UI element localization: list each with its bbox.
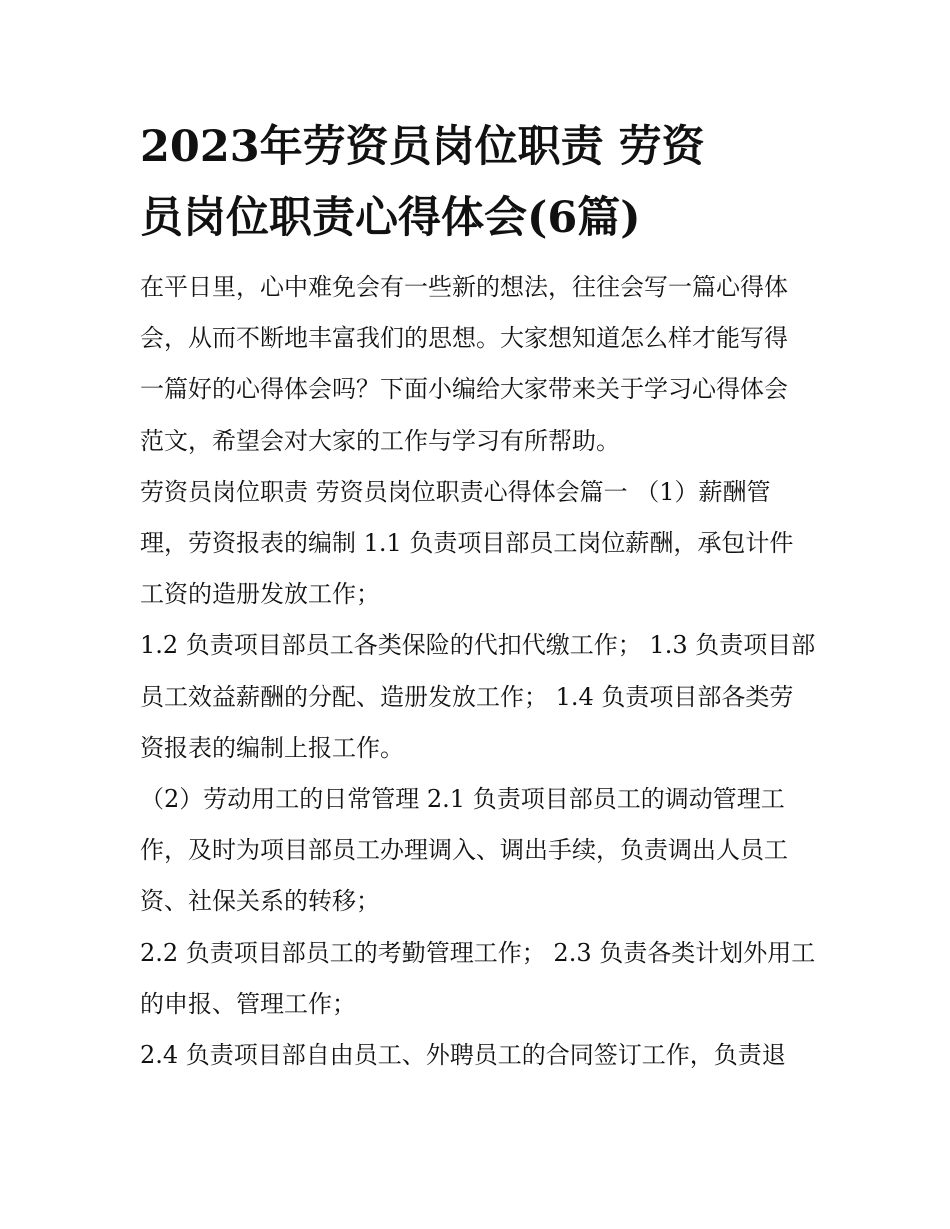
body-line: 资报表的编制上报工作。: [140, 733, 404, 762]
body-line: 一篇好的心得体会吗？下面小编给大家带来关于学习心得体会: [140, 375, 788, 404]
body-line: 会，从而不断地丰富我们的思想。大家想知道怎么样才能写得: [140, 324, 788, 353]
title-line: 2023年劳资员岗位职责 劳资: [140, 122, 705, 172]
body-line: 范文，希望会对大家的工作与学习有所帮助。: [140, 426, 620, 455]
body-line: 作，及时为项目部员工办理调入、调出手续，负责调出人员工: [140, 836, 788, 865]
document-body: [140, 262, 815, 1081]
body-line: 员工效益薪酬的分配、造册发放工作； 1.4 负责项目部各类劳: [140, 682, 794, 711]
body-line: 工资的造册发放工作；: [140, 580, 380, 609]
body-line: 理，劳资报表的编制 1.1 负责项目部员工岗位薪酬，承包计件: [140, 529, 794, 558]
document-content: [140, 112, 815, 1081]
body-line: 资、社保关系的转移；: [140, 887, 380, 916]
body-line: 1.2 负责项目部员工各类保险的代扣代缴工作； 1.3 负责项目部: [140, 631, 816, 660]
body-line: 2.4 负责项目部自由员工、外聘员工的合同签订工作，负责退: [140, 1041, 786, 1070]
document-title: [140, 112, 815, 254]
body-line: 在平日里，心中难免会有一些新的想法，往往会写一篇心得体: [140, 273, 788, 301]
body-line: 的申报、管理工作；: [140, 989, 356, 1018]
body-line: 2.2 负责项目部员工的考勤管理工作； 2.3 负责各类计划外用工: [140, 938, 816, 967]
body-line: 劳资员岗位职责 劳资员岗位职责心得体会篇一 （1）薪酬管: [140, 477, 771, 506]
title-line: 员岗位职责心得体会(6篇): [140, 193, 641, 243]
body-line: （2）劳动用工的日常管理 2.1 负责项目部员工的调动管理工: [140, 785, 785, 814]
